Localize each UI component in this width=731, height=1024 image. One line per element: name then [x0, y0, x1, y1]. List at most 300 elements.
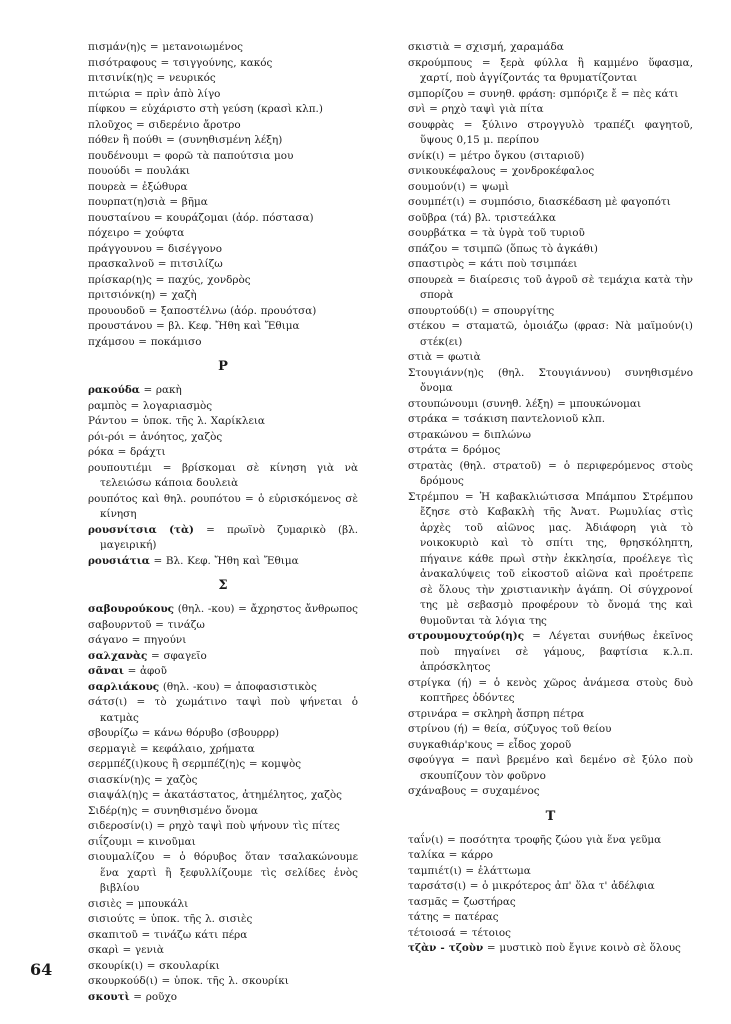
- headword: ρόκα: [88, 446, 114, 458]
- separator: =: [155, 289, 172, 301]
- dictionary-entry: [408, 910, 693, 926]
- dictionary-entry: [88, 414, 358, 430]
- headword: σβουρίζω: [88, 727, 138, 739]
- dictionary-entry: [88, 87, 358, 103]
- definition: συνηθισμένο ὄνομα: [153, 804, 258, 817]
- definition: νευρικός: [168, 72, 216, 84]
- definition: κάνω θόρυβο (σβουρρρ): [154, 727, 280, 739]
- dictionary-entry: [408, 87, 693, 103]
- separator: =: [524, 630, 549, 642]
- separator: =: [137, 928, 154, 941]
- definition: χονδροκέφαλος: [511, 165, 595, 177]
- definition: σκουλαρίκι: [159, 959, 220, 972]
- definition: ὑποκ. τῆς λ. Χαρίκλεια: [142, 415, 265, 427]
- definition: τσάκιση παντελονιοῦ κλπ.: [463, 413, 606, 425]
- headword: τασμᾶς: [408, 895, 448, 908]
- dictionary-entry: [88, 242, 358, 258]
- definition: ὁ μικρότερος ἀπ' ὅλα τ' ἀδέλφια: [482, 880, 655, 892]
- headword: ταμπιέτ(ι): [408, 864, 462, 877]
- definition: ἀνόητος, χαζὸς: [140, 430, 223, 443]
- dictionary-entry: [408, 40, 693, 56]
- definition: πατέρας: [454, 911, 499, 923]
- headword: σχάναβους: [408, 785, 467, 797]
- headword: πισμάν(η)ς: [88, 41, 147, 53]
- definition: συχαμένος: [482, 785, 540, 797]
- separator: =: [443, 833, 460, 846]
- definition: βλ. τριστεάλκα: [475, 211, 556, 224]
- separator: =: [472, 56, 501, 69]
- separator: =: [147, 649, 164, 662]
- separator: =: [467, 428, 484, 441]
- dictionary-entry: [88, 912, 358, 928]
- separator: =: [134, 913, 151, 925]
- dictionary-entry: [88, 788, 358, 804]
- definition: θεία, σύζυγος τοῦ θείου: [484, 723, 612, 735]
- definition: παχύς, χονδρὸς: [168, 273, 251, 286]
- headword: πιτώρια: [88, 87, 131, 100]
- dictionary-entry: [88, 319, 358, 335]
- headword: σπάζου: [408, 242, 448, 255]
- separator: =: [126, 399, 143, 412]
- separator: =: [477, 304, 494, 317]
- headword: σισιὲς: [88, 897, 122, 910]
- headword: στρινάρα: [408, 707, 458, 720]
- headword: σπουρεὰ: [408, 273, 454, 286]
- headword: σκαπιτοῦ: [88, 928, 138, 941]
- headword: ρουσιάτια: [88, 554, 150, 567]
- definition: δισέγγονο: [167, 242, 223, 255]
- definition: Ἡ καβακλιώτισσα Μπάμπου Στρέμπου ἔζησε στὸ Καβακλὴ τῆς Ἀνατ. Ρωμυλίας στὶς ἀρχὲς τοῦ αἰῶνος μας. Ἀδιάφορη γιὰ τὸ νοικοκυριὸ καὶ τὸ σπίτι της, θρησκόληπτη, πήγαινε κάθε πρωὶ στὴν ἐκκλησία, προέλεγε τὶς ἀνακαλύψεις τοῦ εἰκοστοῦ αἰῶνα καὶ προέτρεπε σὲ ὅλους τὴν χριστιανικὴν ἀγάπη. Οἱ σύγχρονοί της μὲ σεβασμὸ προφέρουν τὸ ὄνομά της καὶ θυμοῦνται τὰ λόγια της: [420, 490, 693, 627]
- separator: =: [445, 320, 467, 332]
- headword: σκιστιὰ: [408, 41, 450, 53]
- definition: μέτρο ὄγκου (σιταριοῦ): [460, 149, 585, 162]
- headword: προυστάνου: [88, 320, 153, 332]
- definition: ξύλινο στρογγυλὸ τραπέζι φαγητοῦ, ὕψους 0,15 μ. περίπου: [420, 118, 693, 146]
- separator: =: [151, 618, 168, 631]
- definition: κομψὸς: [261, 758, 302, 770]
- headword: στρατὰς: [408, 459, 453, 472]
- headword: Σιδέρ(η)ς: [88, 804, 138, 817]
- dictionary-entry: [408, 195, 693, 211]
- dictionary-entry: [408, 180, 693, 196]
- headword: σοῦβρα (τά): [408, 211, 472, 224]
- separator: =: [464, 196, 481, 208]
- definition: μυστικὸ ποὺ ἔγινε κοινὸ σὲ ὅλους: [499, 942, 681, 954]
- dictionary-entry: [88, 554, 358, 570]
- separator: =: [463, 87, 480, 100]
- definition: γενιὰ: [134, 944, 164, 956]
- separator: =: [157, 975, 174, 987]
- dictionary-entry: [408, 629, 693, 676]
- separator: =: [149, 554, 166, 567]
- separator: =: [129, 990, 146, 1003]
- separator: =: [466, 880, 483, 892]
- dictionary-entry: [88, 195, 358, 211]
- dictionary-entry: [88, 445, 358, 461]
- headword: στέκου: [408, 320, 446, 332]
- headword: στράκα: [408, 413, 448, 425]
- headword: στράτα: [408, 444, 447, 456]
- definition: μπουκάλι: [137, 897, 189, 910]
- definition: σιδερένιο ἄροτρο: [148, 118, 241, 131]
- dictionary-entry: [88, 492, 358, 523]
- definition: πρωϊνὸ ζυμαρικὸ (βλ. μαγειρική): [100, 523, 358, 551]
- dictionary-entry: [88, 819, 358, 835]
- dictionary-entry: [408, 784, 693, 800]
- dictionary-entry: [88, 383, 358, 399]
- separator: =: [483, 942, 500, 954]
- separator: =: [156, 56, 173, 69]
- headword: σᾶναι: [88, 665, 124, 677]
- separator: =: [447, 242, 464, 255]
- dictionary-entry: [408, 350, 693, 366]
- definition: λογαριασμὸς: [142, 399, 213, 412]
- dictionary-entry: [408, 273, 693, 304]
- headword: σαρλιάκους: [88, 680, 160, 693]
- definition: ροῦχο: [145, 990, 177, 1003]
- definition: (θηλ. Στουγιάννου) συνηθισμένο ὄνομα: [420, 366, 694, 394]
- dictionary-entry: [408, 895, 693, 911]
- separator: =: [495, 165, 512, 177]
- separator: =: [449, 41, 466, 53]
- headword: πχάμσου: [88, 335, 135, 348]
- separator: =: [162, 134, 179, 146]
- dictionary-entry: [88, 430, 358, 446]
- headword: πρίσκαρ(η)ς: [88, 273, 152, 286]
- separator: =: [446, 444, 463, 456]
- headword: σπουρτούδ(ι): [408, 304, 478, 317]
- dictionary-entry: [88, 618, 358, 634]
- definition: πρὶν ἀπὸ λίγο: [146, 87, 221, 100]
- dictionary-entry: [88, 71, 358, 87]
- headword: Στρέμπου: [408, 490, 459, 503]
- headword: σουμούν(ι): [408, 180, 466, 193]
- headword: τάτης: [408, 911, 439, 923]
- dictionary-entry: [88, 633, 358, 649]
- definition: ψωμὶ: [481, 180, 510, 193]
- dictionary-entry: [88, 897, 358, 913]
- headword: σμπορίζου: [408, 87, 464, 100]
- separator: =: [127, 696, 155, 708]
- headword: στρίγκα (ή): [408, 676, 472, 689]
- dictionary-entry: [408, 753, 693, 784]
- headword: σκουρίκ(ι): [88, 959, 144, 972]
- headword: πλοῦχος: [88, 118, 133, 131]
- headword: πουρπατ(η)σιὰ: [88, 196, 166, 208]
- separator: =: [425, 103, 442, 115]
- separator: =: [465, 180, 482, 193]
- definition: τὰ ὑγρὰ τοῦ τυριοῦ: [482, 227, 585, 239]
- separator: =: [447, 413, 464, 425]
- dictionary-entry: [88, 742, 358, 758]
- definition: βῆμα: [181, 196, 208, 208]
- definition: κάτι ποὺ τσιμπάει: [480, 258, 578, 270]
- definition: βρίσκομαι σὲ κίνηση γιὰ νὰ τελειώσω κάποια δουλειὰ: [100, 461, 358, 489]
- headword: σαβουρντοῦ: [88, 618, 152, 631]
- definition: ἐξώθυρα: [142, 180, 188, 193]
- headword: πόχειρο: [88, 227, 130, 239]
- definition: (συνηθισμένη λέξη): [178, 134, 283, 146]
- headword: σερμπέζ(ι)κους ἢ σερμπέζ(η)ς: [88, 758, 246, 770]
- separator: =: [151, 273, 169, 286]
- separator: =: [148, 789, 165, 801]
- headword: πουσταίνου: [88, 211, 151, 224]
- dictionary-entry: [88, 461, 358, 492]
- dictionary-entry: [88, 959, 358, 975]
- headword: ρακούδα: [88, 384, 140, 396]
- headword: πουούδι: [88, 165, 131, 177]
- separator: =: [240, 492, 259, 505]
- dictionary-entry: [408, 879, 693, 895]
- headword: ταρσάτσ(ι): [408, 880, 467, 892]
- separator: =: [151, 242, 168, 255]
- headword: στρακώνου: [408, 428, 468, 441]
- definition: ἀκατάστατος, ἀτημέλητος, χαζὸς: [164, 789, 342, 801]
- separator: =: [457, 707, 474, 720]
- definition: ρηχὸ ταψὶ γιὰ πίτα: [441, 103, 544, 115]
- separator: =: [152, 320, 169, 332]
- dictionary-entry: [88, 602, 358, 618]
- definition: μετανοιωμένος: [162, 41, 243, 53]
- dictionary-entry: [88, 226, 358, 242]
- headword: σάγανο: [88, 634, 128, 646]
- definition: εἶδος χοροῦ: [508, 738, 572, 751]
- separator: =: [444, 149, 461, 162]
- definition: (θηλ. στρατοῦ) = ὁ περιφερόμενος στοὺς δρόμους: [420, 459, 693, 487]
- headword: σφούγγα: [408, 754, 455, 766]
- headword: ρουπότος καὶ θηλ. ρουπότου: [88, 492, 241, 505]
- separator: =: [152, 820, 169, 832]
- headword: σουρβάτκα: [408, 227, 467, 239]
- headword: σνίκ(ι): [408, 149, 445, 162]
- headword: σισιούτς: [88, 913, 135, 925]
- definition: ποσότητα τροφῆς ζώου γιὰ ἕνα γεῦμα: [459, 833, 662, 846]
- dictionary-entry: [408, 226, 693, 242]
- dictionary-entry: [88, 726, 358, 742]
- dictionary-entry: [88, 399, 358, 415]
- dictionary-entry: [88, 990, 358, 1006]
- definition: (συνηθ. λέξη) = μπουκώνομαι: [482, 397, 642, 410]
- dictionary-entry: [88, 835, 358, 851]
- headword: στιὰ: [408, 351, 432, 363]
- headword: σκαρὶ: [88, 944, 119, 956]
- separator: [484, 367, 498, 379]
- dictionary-entry: [408, 102, 693, 118]
- letter-heading: Τ: [545, 808, 556, 824]
- separator: =: [455, 926, 472, 939]
- separator: =: [132, 835, 149, 848]
- definition: ξαποστέλνω (ἀόρ. προυότσα): [161, 304, 317, 317]
- letter-heading: Ρ: [218, 359, 228, 374]
- page-number: 64: [30, 960, 53, 979]
- dictionary-entry: [88, 149, 358, 165]
- definition: πιτσιλίζω: [170, 258, 223, 270]
- headword: πισότραφους: [88, 56, 157, 69]
- dictionary-entry: [88, 523, 358, 554]
- definition: συμπόσιο, διασκέδαση μὲ φαγοπότι: [480, 196, 671, 208]
- headword: ρόι-ρόι: [88, 430, 125, 443]
- headword: τέτοιοσά: [408, 926, 456, 939]
- definition: τὸ χωμάτινο ταψὶ ποὺ ψήνεται ὁ κατμὰς: [100, 696, 358, 724]
- headword: σουφρὰς: [408, 118, 454, 131]
- dictionary-entry: [408, 412, 693, 428]
- definition: κάρρο: [461, 849, 494, 861]
- headword: στουπώνουμι: [408, 397, 479, 410]
- dictionary-entry: [408, 833, 693, 849]
- headword: σιαψάλ(η)ς: [88, 789, 149, 801]
- separator: =: [127, 634, 145, 646]
- dictionary-entry: [88, 804, 358, 820]
- definition: σταματῶ, ὁμοιάζω (φρασ: Νὰ μαϊμούν(ι) στέκ(ει): [420, 320, 693, 348]
- separator: =: [121, 897, 138, 910]
- separator: =: [154, 258, 171, 270]
- headword: σνὶ: [408, 103, 426, 115]
- dictionary-entry: [88, 773, 358, 789]
- definition: διπλώνω: [483, 428, 531, 441]
- headword: πίφκου: [88, 103, 126, 115]
- dictionary-entry: [88, 943, 358, 959]
- definition: δράχτι: [130, 446, 166, 458]
- definition: φορῶ τὰ παπούτσια μου: [164, 149, 294, 162]
- separator: =: [118, 944, 135, 956]
- dictionary-entry: [88, 102, 358, 118]
- definition: δρόμος: [462, 444, 501, 456]
- definition: ζωστήρας: [463, 895, 516, 908]
- definition: (θηλ. -κου) = ἀποφασιστικὸς: [162, 680, 317, 693]
- separator: =: [467, 723, 485, 735]
- headword: σερμαγιὲ: [88, 742, 137, 755]
- separator: =: [113, 446, 131, 458]
- dictionary-entry: [408, 926, 693, 942]
- separator: =: [466, 227, 483, 239]
- definition: σκληρὴ ἄσπρη πέτρα: [473, 707, 585, 720]
- separator: =: [154, 851, 180, 863]
- dictionary-entry: [88, 335, 358, 351]
- right-column: [408, 40, 693, 957]
- headword: στρίνου (ή): [408, 723, 468, 735]
- headword: σιασκίν(η)ς: [88, 773, 151, 786]
- definition: τέτοιος: [471, 926, 511, 939]
- headword: ραμπὸς: [88, 399, 127, 412]
- definition: χούφτα: [145, 227, 185, 239]
- separator: =: [137, 804, 154, 817]
- separator: =: [492, 738, 509, 751]
- headword: σκουτὶ: [88, 990, 130, 1003]
- dictionary-entry: [88, 304, 358, 320]
- separator: =: [466, 785, 483, 797]
- separator: =: [148, 149, 165, 162]
- separator: =: [144, 304, 162, 317]
- separator: =: [130, 165, 147, 177]
- separator: =: [447, 895, 464, 908]
- dictionary-entry: [88, 273, 358, 289]
- definition: τινάζω κάτι πέρα: [153, 928, 248, 941]
- headword: σκουρκούδ(ι): [88, 975, 158, 987]
- headword: πουδένουμι: [88, 149, 149, 162]
- headword: σκρούμπους: [408, 56, 473, 69]
- separator: =: [124, 430, 141, 443]
- headword: στρουμουχτούρ(η)ς: [408, 630, 525, 642]
- separator: =: [458, 490, 480, 503]
- dictionary-entry: [408, 707, 693, 723]
- definition: ὑποκ. τῆς λ. σισιὲς: [150, 913, 253, 925]
- headword: σαβουρούκους: [88, 603, 175, 615]
- headword: σουμπέτ(ι): [408, 196, 465, 208]
- separator: =: [132, 118, 149, 131]
- definition: πανὶ βρεμένο καὶ δεμένο σὲ ξύλο ποὺ σκουπίζουν τὸν φοῦρνο: [420, 754, 693, 782]
- definition: ὁ κενὸς χῶρος ἀνάμεσα στοὺς δυὸ κοπτῆρες ὀδόντες: [420, 676, 693, 704]
- dictionary-entry: [88, 649, 358, 665]
- dictionary-entry: [408, 304, 693, 320]
- dictionary-entry: [88, 680, 358, 696]
- dictionary-entry: [408, 242, 693, 258]
- definition: πουλάκι: [146, 165, 191, 177]
- headword: σιδεροσίν(ι): [88, 820, 153, 832]
- definition: τσιγγούνης, κακός: [172, 56, 273, 69]
- dictionary-entry: [408, 443, 693, 459]
- separator: =: [130, 87, 147, 100]
- letter-heading: Σ: [218, 578, 228, 593]
- headword: προυουδοῦ: [88, 304, 145, 317]
- definition: Βλ. Κεφ. Ἤθη καὶ Ἔθιμα: [165, 554, 299, 567]
- definition: Λέγεται συνήθως ἐκεῖνος ποὺ πηγαίνει σὲ γάμους, βαφτίσια κ.λ.π. ἀπρόσκλητος: [420, 630, 693, 673]
- dictionary-entry: [408, 848, 693, 864]
- separator: =: [136, 742, 153, 755]
- headword: συγκαθιάρ'κους: [408, 738, 493, 751]
- definition: ποκάμισο: [150, 335, 202, 348]
- dictionary-entry: [408, 118, 693, 149]
- dictionary-entry: [88, 974, 358, 990]
- definition: (θηλ. -κου) = ἄχρηστος ἄνθρωπος: [177, 603, 358, 615]
- separator: =: [431, 351, 449, 363]
- headword: σιΐζουμι: [88, 835, 133, 848]
- definition: κινοῦμαι: [148, 835, 196, 848]
- headword: ρουσνίτσια (τὰ): [88, 523, 194, 536]
- headword: Στουγιάνν(η)ς: [408, 366, 484, 379]
- definition: διαίρεσις τοῦ ἀγροῦ σὲ τεμάχια κατὰ τὴν σπορὰ: [420, 273, 693, 301]
- headword: σπαστιρὸς: [408, 258, 465, 270]
- dictionary-entry: [408, 397, 693, 413]
- headword: πράγγουνου: [88, 242, 152, 255]
- definition: τσιμπῶ (ὅπως τὸ ἀγκάθι): [463, 242, 598, 255]
- headword: πιτσινίκ(η)ς: [88, 72, 153, 84]
- definition: κεφάλαιο, χρήματα: [152, 742, 255, 755]
- definition: τινάζω: [167, 618, 205, 631]
- definition: κουράζομαι (ἀόρ. πόστασα): [166, 211, 314, 224]
- dictionary-entry: [408, 257, 693, 273]
- headword: ρουπουτιέμι: [88, 461, 153, 474]
- headword: σάτσ(ι): [88, 696, 128, 708]
- dictionary-entry: [88, 757, 358, 773]
- dictionary-entry: [88, 56, 358, 72]
- separator: =: [165, 196, 182, 208]
- dictionary-entry: [88, 850, 358, 897]
- dictionary-entry: [408, 738, 693, 754]
- dictionary-entry: [408, 164, 693, 180]
- dictionary-entry: [408, 211, 693, 227]
- definition: χαζὸς: [166, 773, 198, 786]
- separator: =: [146, 41, 163, 53]
- separator: =: [464, 258, 481, 270]
- separator: =: [152, 72, 169, 84]
- dictionary-entry: [88, 180, 358, 196]
- dictionary-entry: [408, 366, 693, 397]
- definition: ὁ θόρυβος ὅταν τσαλακώνουμε ἕνα χαρτὶ ἢ ξεφυλλίζουμε τὶς σελίδες ἑνὸς βιβλίου: [100, 851, 358, 894]
- left-column: [88, 40, 358, 1005]
- separator: =: [453, 273, 470, 286]
- dictionary-entry: [88, 664, 358, 680]
- dictionary-entry: [408, 722, 693, 738]
